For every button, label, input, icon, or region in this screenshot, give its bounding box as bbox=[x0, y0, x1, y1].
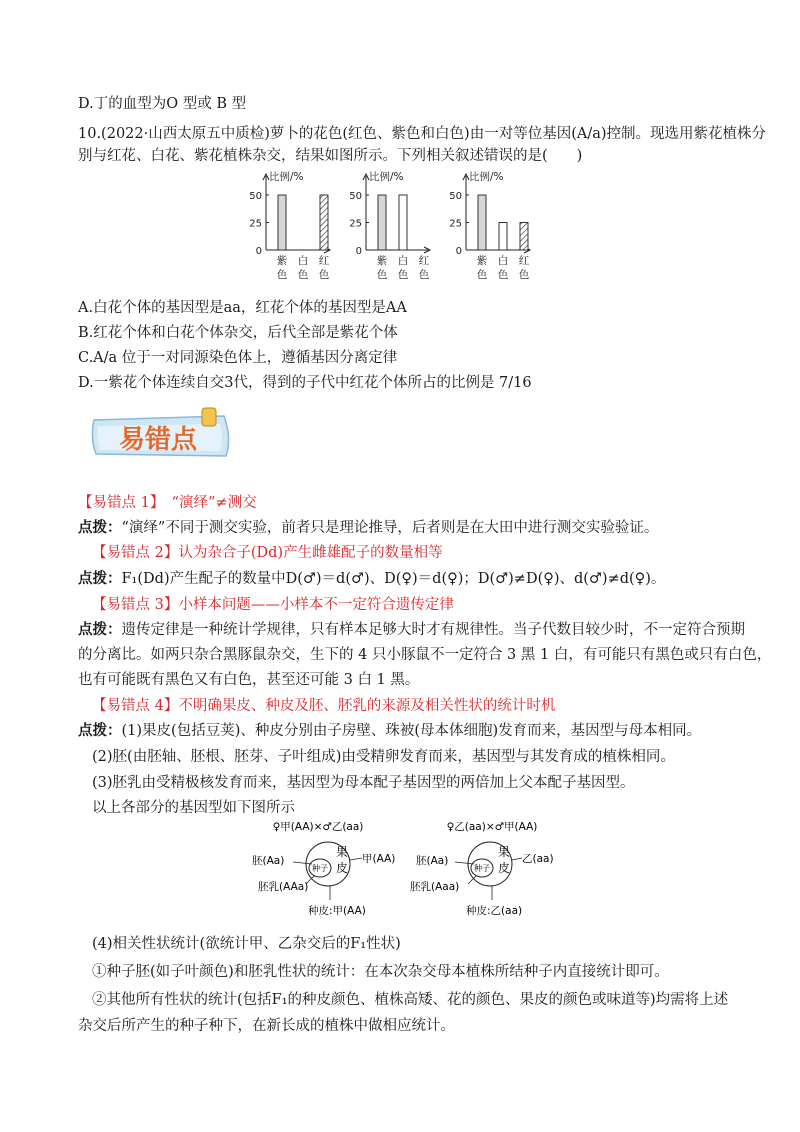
y-tick-label: 50 bbox=[349, 191, 362, 202]
error-point-1-text: “演绎”不同于测交实验，前者只是理论推导，后者则是在大田中进行测交实验验证。 bbox=[121, 520, 659, 536]
error-point-2-body bbox=[78, 569, 665, 589]
error-point-3-tag: 【易错点 3】 bbox=[92, 597, 179, 613]
error-point-3-title: 小样本问题——小样本不一定符合遗传定律 bbox=[178, 597, 454, 613]
banner-svg bbox=[86, 406, 238, 464]
category-label-bottom: 色 bbox=[518, 269, 530, 281]
error-point-4-text-4: 以上各部分的基因型如下图所示 bbox=[92, 800, 295, 816]
diagram-left bbox=[252, 821, 395, 917]
clip-icon bbox=[202, 408, 216, 426]
cross-title-right: ♀乙(aa)×♂甲(AA) bbox=[446, 821, 538, 833]
y-tick-label: 25 bbox=[349, 218, 362, 230]
fruit-label-bottom-left: 皮 bbox=[336, 861, 349, 875]
error-point-3-heading bbox=[92, 595, 454, 615]
category-label-bottom: 色 bbox=[297, 269, 309, 281]
seedcoat-label-right: 种皮:乙(aa) bbox=[466, 905, 523, 917]
hint-label: 点拨： bbox=[78, 519, 122, 536]
option-a: A.白花个体的基因型是aa，红花个体的基因型是AA bbox=[78, 300, 407, 316]
question-10-line2: 别与红花、白花、紫花植株杂交，结果如图所示。下列相关叙述错误的是( ) bbox=[78, 148, 583, 164]
endosperm-label-right: 胚乳(Aaa) bbox=[410, 881, 460, 893]
question-10-line1: 10.(2022·山西太原五中质检)萝卜的花色(红色、紫色和白色)由一对等位基因(A/a)控制。现选用紫花植株分 bbox=[78, 126, 767, 142]
y-tick-label: 25 bbox=[449, 218, 462, 230]
bar bbox=[478, 195, 486, 250]
error-point-1-title: “演绎”≠测交 bbox=[157, 495, 257, 511]
bar bbox=[378, 195, 386, 250]
category-label-bottom: 色 bbox=[318, 269, 330, 281]
y-tick-label: 0 bbox=[255, 246, 262, 257]
seed-label-right: 种子 bbox=[474, 864, 490, 873]
endosperm-label-left: 胚乳(AAa) bbox=[258, 881, 309, 893]
error-points-banner bbox=[86, 406, 238, 464]
y-axis-label: 比例/% bbox=[269, 171, 304, 183]
banner-title: 易错点 bbox=[118, 425, 198, 455]
error-point-4-title: 不明确果皮、种皮及胚、胚乳的来源及相关性状的统计时机 bbox=[178, 698, 556, 714]
seed-label-left: 种子 bbox=[312, 864, 328, 873]
error-point-2-text: F₁(Dd)产生配子的数量中D(♂)＝d(♂)、D(♀)＝d(♀)；D(♂)≠D(♀)、d(♂)≠d(♀)。 bbox=[121, 571, 666, 587]
hint-label: 点拨： bbox=[78, 621, 122, 638]
error-point-2-heading bbox=[92, 543, 443, 563]
bar bbox=[499, 223, 507, 251]
y-tick-label: 25 bbox=[249, 218, 262, 230]
y-axis-label: 比例/% bbox=[369, 171, 404, 183]
option-c: C.A/a 位于一对同源染色体上，遵循基因分离定律 bbox=[78, 350, 398, 366]
category-label-top: 红 bbox=[318, 255, 330, 267]
fruit-label-top-left: 果 bbox=[336, 845, 349, 859]
seedcoat-label-left: 种皮:甲(AA) bbox=[308, 905, 366, 917]
fruit-label-bottom-right: 皮 bbox=[498, 861, 511, 875]
error-point-3-text-3: 也有可能既有黑色又有白色，甚至还可能 3 白 1 黑。 bbox=[78, 672, 420, 688]
error-point-4-heading bbox=[92, 696, 555, 716]
y-tick-label: 50 bbox=[449, 191, 462, 202]
bar bbox=[278, 195, 286, 250]
diagram-right bbox=[410, 821, 554, 917]
category-label-bottom: 色 bbox=[376, 269, 388, 281]
error-point-1-tag: 【易错点 1】 bbox=[78, 495, 158, 511]
category-label-bottom: 色 bbox=[497, 269, 509, 281]
fruit-label-top-right: 果 bbox=[498, 845, 511, 859]
hint-label: 点拨： bbox=[78, 570, 122, 587]
category-label-top: 红 bbox=[418, 255, 430, 267]
genotype-diagram-svg bbox=[250, 816, 560, 922]
error-point-1-heading bbox=[78, 493, 257, 513]
error-point-1-body bbox=[78, 518, 658, 538]
bar bbox=[399, 195, 407, 250]
error-point-3-text-2: 的分离比。如两只杂合黑豚鼠杂交，生下的 4 只小豚鼠不一定符合 3 黑 1 白，有可能只有黑色或只有白色， bbox=[78, 647, 772, 663]
embryo-label-right: 胚(Aa) bbox=[416, 855, 449, 867]
category-label-top: 白 bbox=[297, 255, 309, 267]
pericarp-label-left: 甲(AA) bbox=[362, 853, 396, 865]
section-4-text-4: 杂交后所产生的种子种下，在新长成的植株中做相应统计。 bbox=[78, 1018, 455, 1034]
option-d-prev: D.丁的血型为O 型或 B 型 bbox=[78, 96, 247, 112]
option-d: D.一紫花个体连续自交3代，得到的子代中红花个体所占的比例是 7/16 bbox=[78, 375, 532, 391]
error-point-4-tag: 【易错点 4】 bbox=[92, 698, 179, 714]
y-tick-label: 0 bbox=[355, 246, 362, 257]
error-point-2-title: 认为杂合子(Dd)产生雌雄配子的数量相等 bbox=[178, 545, 443, 561]
section-4-text-2: ①种子胚(如子叶颜色)和胚乳性状的统计：在本次杂交母本植株所结种子内直接统计即可。 bbox=[92, 964, 669, 980]
hint-label: 点拨： bbox=[78, 722, 122, 739]
pericarp-label-right: 乙(aa) bbox=[522, 853, 554, 865]
y-axis-label: 比例/% bbox=[469, 171, 504, 183]
bar bbox=[520, 223, 528, 251]
y-tick-label: 50 bbox=[249, 191, 262, 202]
embryo-label-left: 胚(Aa) bbox=[252, 855, 285, 867]
bar bbox=[320, 195, 328, 250]
category-label-top: 紫 bbox=[376, 255, 388, 267]
y-tick-label: 0 bbox=[455, 246, 462, 257]
error-point-4-text-2: (2)胚(由胚轴、胚根、胚芽、子叶组成)由受精卵发育而来，基因型与其发育成的植株相同。 bbox=[92, 749, 675, 765]
category-label-top: 白 bbox=[497, 255, 509, 267]
category-label-top: 红 bbox=[518, 255, 530, 267]
section-4-text-1: (4)相关性状统计(欲统计甲、乙杂交后的F₁性状) bbox=[92, 936, 401, 952]
error-point-3-text-1: 遗传定律是一种统计学规律，只有样本足够大时才有规律性。当子代数目较少时，不一定符合预期 bbox=[121, 622, 745, 638]
category-label-bottom: 色 bbox=[476, 269, 488, 281]
genotype-diagram bbox=[250, 816, 560, 922]
bar-charts bbox=[248, 168, 552, 288]
error-point-4-text-3: (3)胚乳由受精极核发育而来，基因型为母本配子基因型的两倍加上父本配子基因型。 bbox=[92, 775, 635, 791]
cross-title-left: ♀甲(AA)×♂乙(aa) bbox=[272, 821, 364, 833]
error-point-2-tag: 【易错点 2】 bbox=[92, 545, 179, 561]
category-label-top: 白 bbox=[397, 255, 409, 267]
error-point-4-body-1 bbox=[78, 721, 701, 741]
category-label-bottom: 色 bbox=[418, 269, 430, 281]
error-point-4-text-1: (1)果皮(包括豆荚)、种皮分别由子房壁、珠被(母本体细胞)发育而来，基因型与母本相同。 bbox=[121, 723, 702, 739]
option-b: B.红花个体和白花个体杂交，后代全部是紫花个体 bbox=[78, 325, 398, 341]
category-label-top: 紫 bbox=[276, 255, 288, 267]
error-point-3-body-1 bbox=[78, 620, 745, 640]
section-4-text-3: ②其他所有性状的统计(包括F₁的种皮颜色、植株高矮、花的颜色、果皮的颜色或味道等)均需将上述 bbox=[92, 992, 729, 1008]
bar-charts-svg bbox=[248, 168, 552, 288]
category-label-top: 紫 bbox=[476, 255, 488, 267]
category-label-bottom: 色 bbox=[276, 269, 288, 281]
category-label-bottom: 色 bbox=[397, 269, 409, 281]
